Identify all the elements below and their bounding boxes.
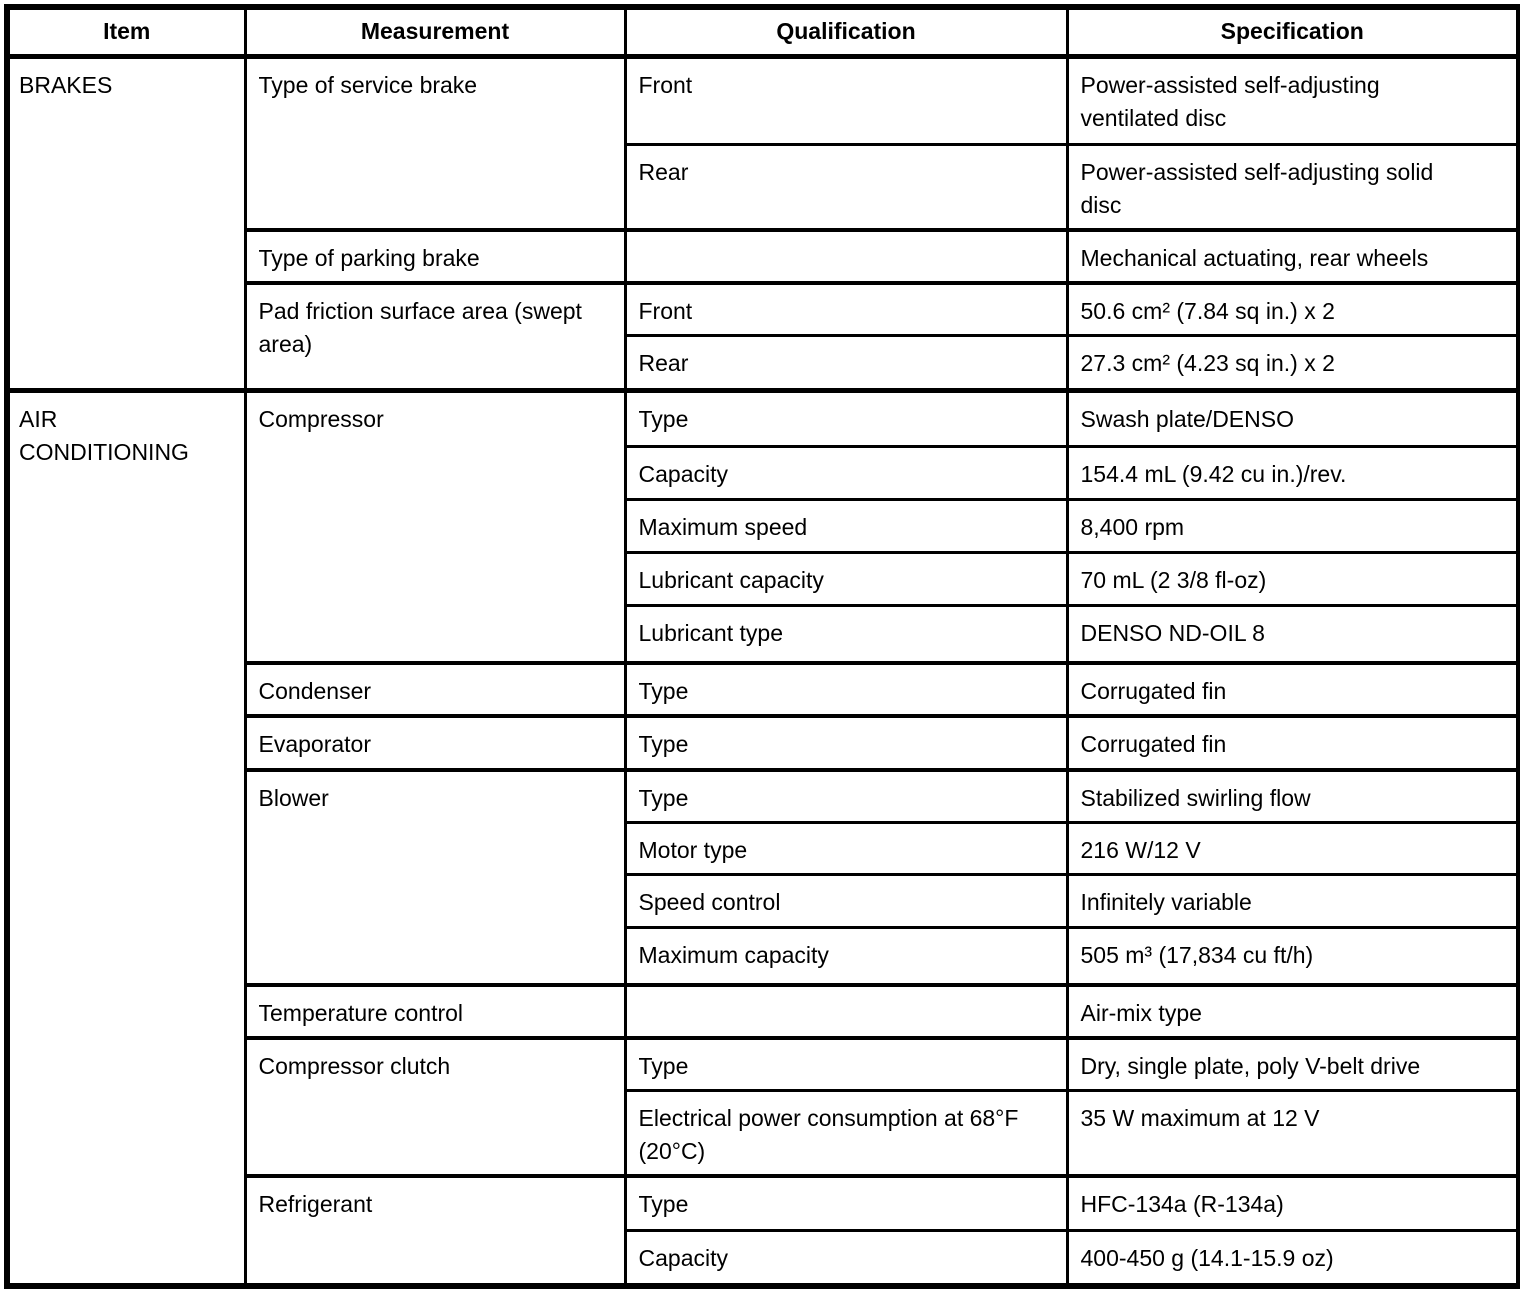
qualification-cell: Maximum capacity	[625, 928, 1067, 985]
header-qualification: Qualification	[625, 7, 1067, 56]
qualification-cell: Type	[625, 770, 1067, 823]
measurement-cell: Compressor clutch	[245, 1038, 625, 1177]
qualification-cell	[625, 230, 1067, 283]
specification-cell: Mechanical actuating, rear wheels	[1067, 230, 1519, 283]
item-cell: AIR CONDITIONING	[7, 391, 245, 1287]
item-cell: BRAKES	[7, 56, 245, 391]
specification-cell: 70 mL (2 3/8 fl-oz)	[1067, 553, 1519, 606]
specification-cell: 35 W maximum at 12 V	[1067, 1091, 1519, 1177]
specification-cell: Power-assisted self-adjusting ventilated disc	[1067, 56, 1519, 144]
qualification-cell: Speed control	[625, 875, 1067, 928]
measurement-cell: Refrigerant	[245, 1176, 625, 1286]
measurement-cell: Type of service brake	[245, 56, 625, 230]
specification-cell: 216 W/12 V	[1067, 823, 1519, 875]
specification-cell: Corrugated fin	[1067, 663, 1519, 716]
measurement-cell: Type of parking brake	[245, 230, 625, 283]
table-row	[7, 56, 1519, 144]
specification-cell: Stabilized swirling flow	[1067, 770, 1519, 823]
qualification-cell: Type	[625, 1038, 1067, 1091]
header-specification: Specification	[1067, 7, 1519, 56]
specification-cell: 505 m³ (17,834 cu ft/h)	[1067, 928, 1519, 985]
table-row	[7, 391, 1519, 447]
specification-cell: HFC-134a (R-134a)	[1067, 1176, 1519, 1230]
qualification-cell: Maximum speed	[625, 500, 1067, 553]
header-measurement: Measurement	[245, 7, 625, 56]
measurement-cell: Temperature control	[245, 985, 625, 1038]
specification-cell: 50.6 cm² (7.84 sq in.) x 2	[1067, 283, 1519, 336]
qualification-cell: Type	[625, 716, 1067, 770]
qualification-cell: Front	[625, 56, 1067, 144]
specification-cell: 8,400 rpm	[1067, 500, 1519, 553]
qualification-cell: Motor type	[625, 823, 1067, 875]
specification-cell: 27.3 cm² (4.23 sq in.) x 2	[1067, 336, 1519, 391]
qualification-cell	[625, 985, 1067, 1038]
specification-cell: Dry, single plate, poly V-belt drive	[1067, 1038, 1519, 1091]
qualification-cell: Rear	[625, 336, 1067, 391]
qualification-cell: Lubricant type	[625, 606, 1067, 663]
header-item: Item	[7, 7, 245, 56]
specification-cell: Power-assisted self-adjusting solid disc	[1067, 144, 1519, 230]
specification-cell: Swash plate/DENSO	[1067, 391, 1519, 447]
specification-cell: Infinitely variable	[1067, 875, 1519, 928]
measurement-cell: Condenser	[245, 663, 625, 716]
specification-cell: 154.4 mL (9.42 cu in.)/rev.	[1067, 447, 1519, 500]
qualification-cell: Rear	[625, 144, 1067, 230]
qualification-cell: Electrical power consumption at 68°F (20°C)	[625, 1091, 1067, 1177]
qualification-cell: Lubricant capacity	[625, 553, 1067, 606]
measurement-cell: Evaporator	[245, 716, 625, 770]
measurement-cell: Blower	[245, 770, 625, 985]
qualification-cell: Capacity	[625, 447, 1067, 500]
qualification-cell: Type	[625, 1176, 1067, 1230]
qualification-cell: Type	[625, 391, 1067, 447]
measurement-cell: Compressor	[245, 391, 625, 663]
specification-cell: 400-450 g (14.1-15.9 oz)	[1067, 1230, 1519, 1286]
specification-cell: Corrugated fin	[1067, 716, 1519, 770]
specifications-table	[4, 4, 1520, 1289]
measurement-cell: Pad friction surface area (swept area)	[245, 283, 625, 391]
qualification-cell: Capacity	[625, 1230, 1067, 1286]
specification-cell: Air-mix type	[1067, 985, 1519, 1038]
specification-cell: DENSO ND-OIL 8	[1067, 606, 1519, 663]
header-row	[7, 7, 1519, 56]
qualification-cell: Type	[625, 663, 1067, 716]
qualification-cell: Front	[625, 283, 1067, 336]
